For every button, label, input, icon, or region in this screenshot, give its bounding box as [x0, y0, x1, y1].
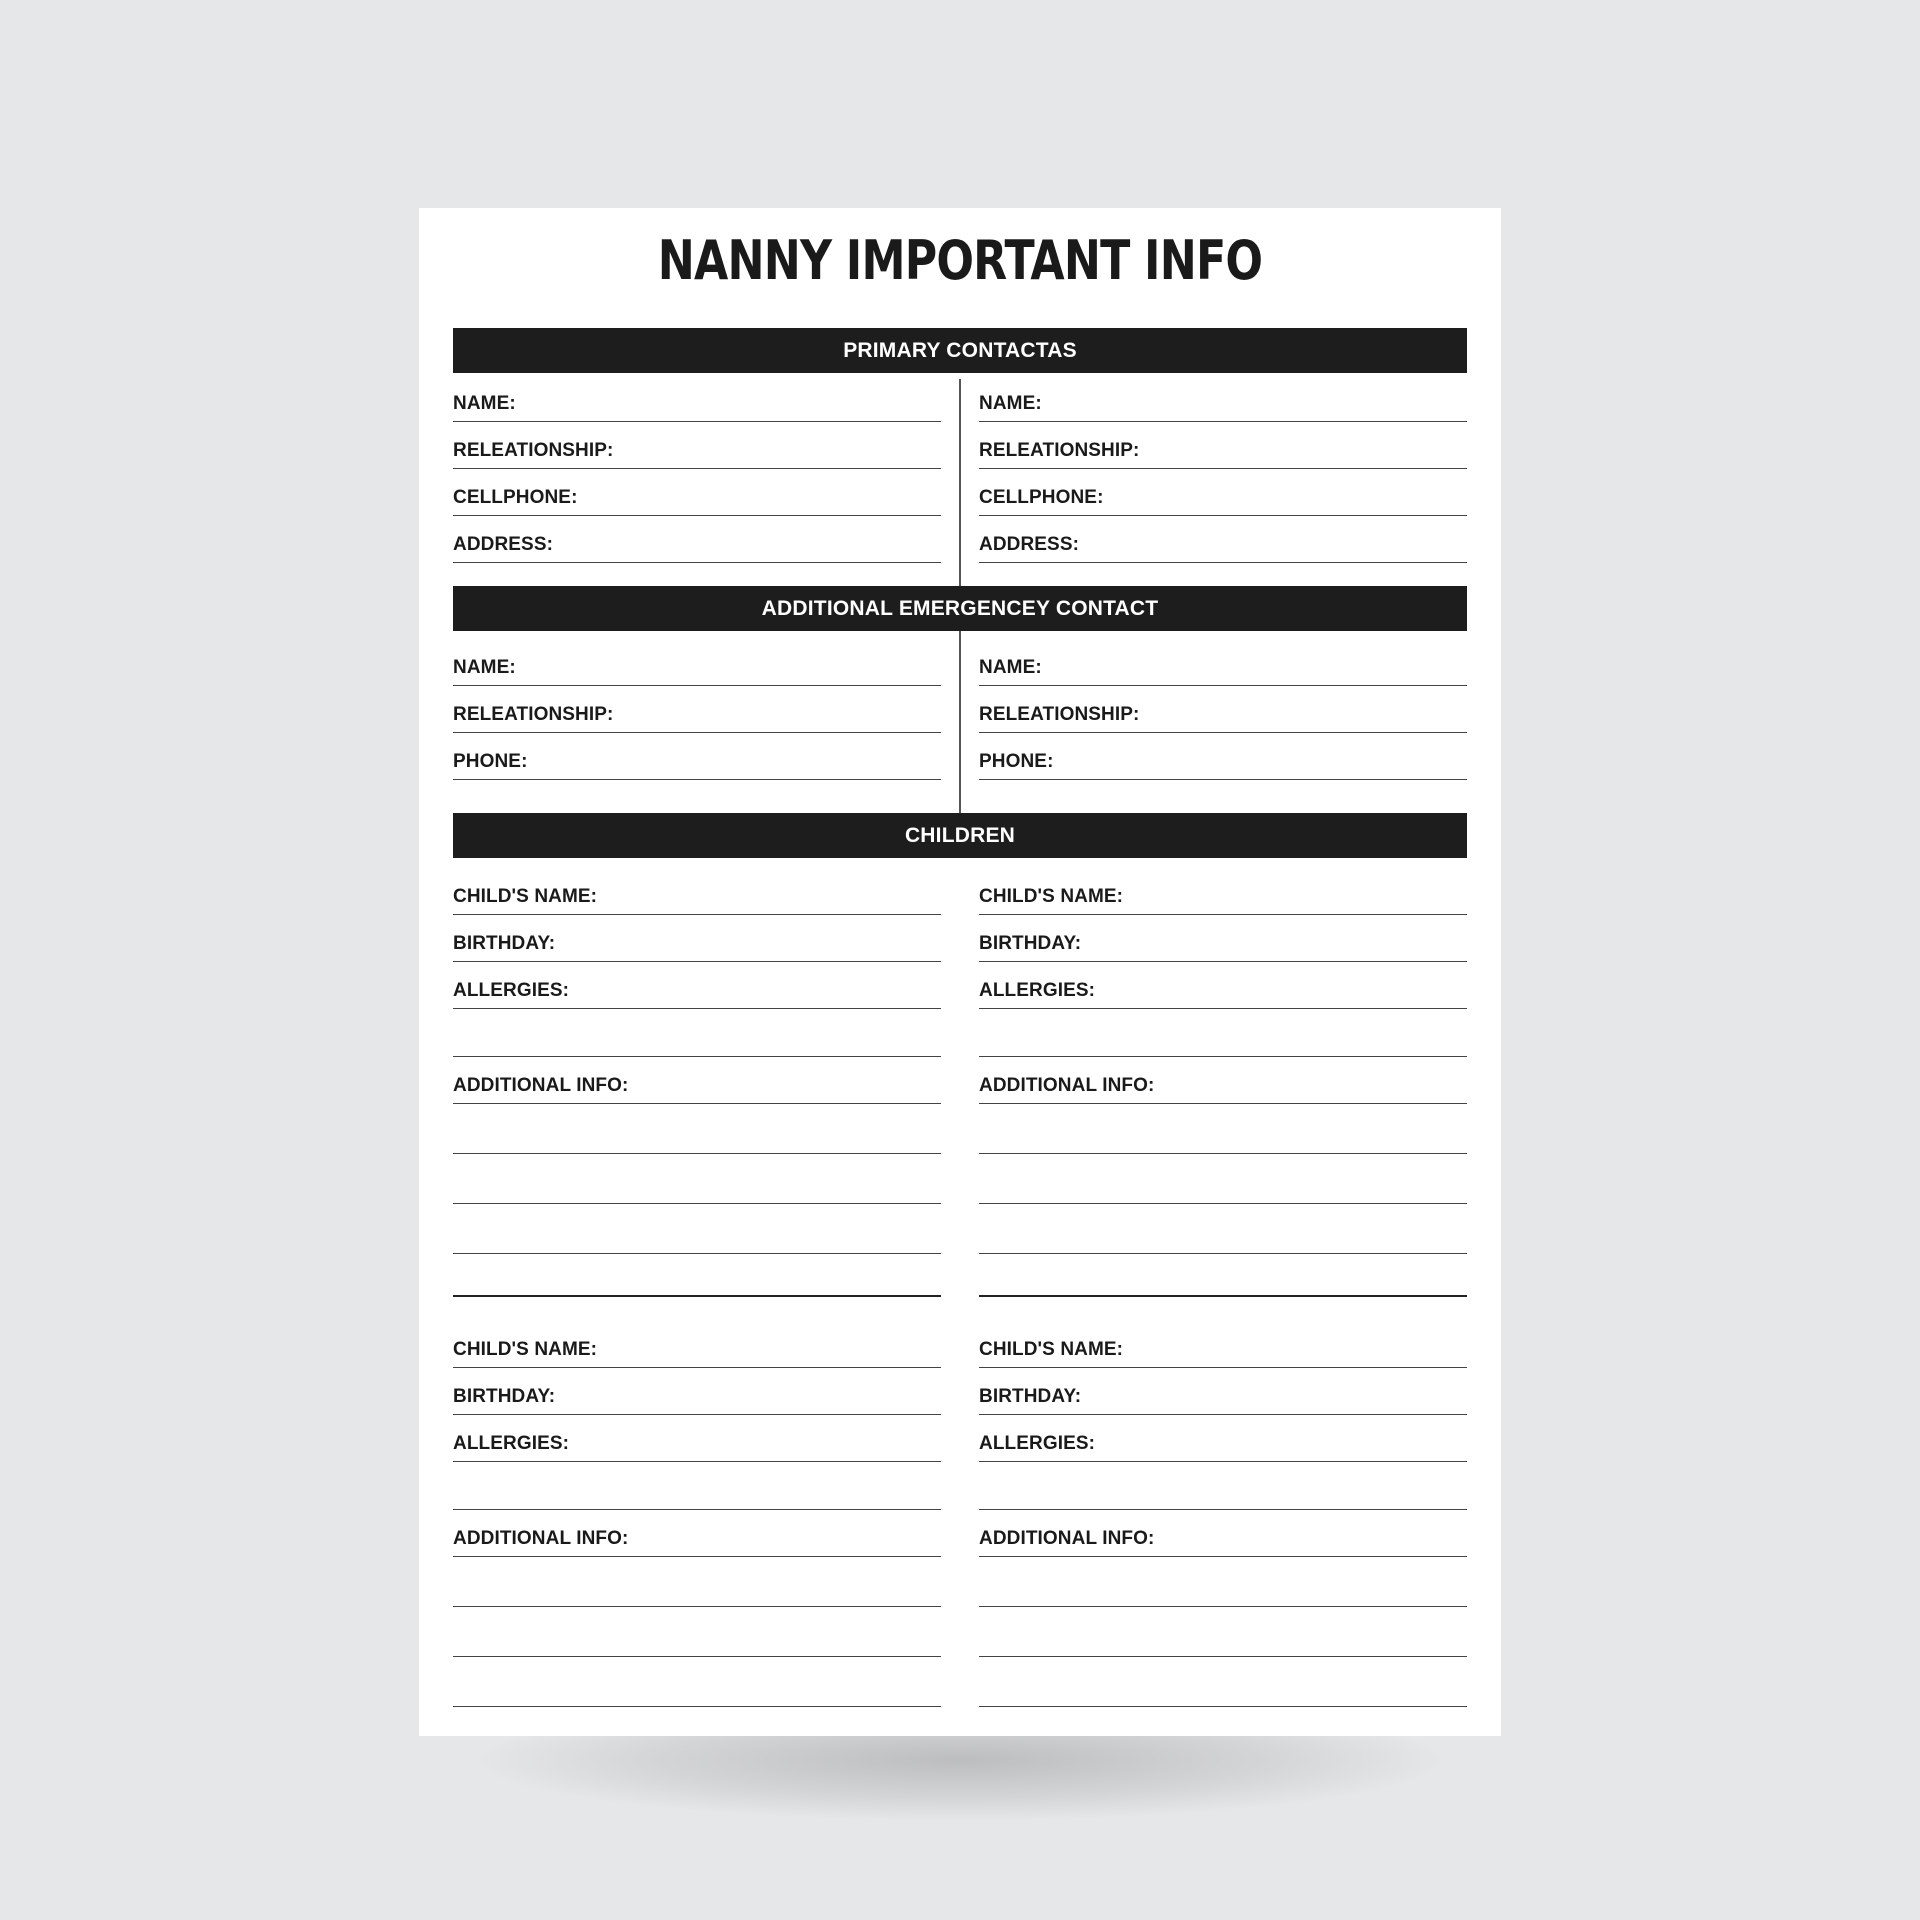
- child-2-allergies-line[interactable]: [979, 1009, 1467, 1057]
- child-2: [979, 868, 1467, 1297]
- primary-contact-2: [979, 375, 1467, 563]
- field-label: RELEATIONSHIP:: [979, 440, 1140, 461]
- page-title: NANNY IMPORTANT INFO: [657, 229, 1263, 292]
- child-1-info-line[interactable]: [453, 1104, 941, 1154]
- child-3: [453, 1321, 941, 1707]
- child-3-name-field[interactable]: [453, 1321, 941, 1368]
- child-1-allergies-line[interactable]: [453, 1009, 941, 1057]
- child-3-birthday-field[interactable]: [453, 1368, 941, 1415]
- field-label: PHONE:: [979, 751, 1054, 772]
- child-4-allergies-line[interactable]: [979, 1462, 1467, 1510]
- child-1-name-field[interactable]: [453, 868, 941, 915]
- children-header: CHILDREN: [453, 813, 1467, 858]
- child-2-info-line[interactable]: [979, 1154, 1467, 1204]
- primary-1-address-field[interactable]: [453, 516, 941, 563]
- primary-contact-1: [453, 375, 941, 563]
- field-label: ALLERGIES:: [453, 1433, 570, 1454]
- child-4-info-line[interactable]: [979, 1607, 1467, 1657]
- child-4-info-line[interactable]: [979, 1657, 1467, 1707]
- child-2-name-field[interactable]: [979, 868, 1467, 915]
- child-2-info-line[interactable]: [979, 1254, 1467, 1297]
- field-label: CELLPHONE:: [979, 487, 1104, 508]
- field-label: NAME:: [979, 657, 1042, 678]
- emergency-2-relationship-field[interactable]: [979, 686, 1467, 733]
- child-2-info-field[interactable]: [979, 1057, 1467, 1104]
- field-label: RELEATIONSHIP:: [979, 704, 1140, 725]
- emergency-2-name-field[interactable]: [979, 639, 1467, 686]
- child-1-info-line[interactable]: [453, 1254, 941, 1297]
- child-3-info-line[interactable]: [453, 1557, 941, 1607]
- field-label: CHILD'S NAME:: [979, 1339, 1124, 1360]
- emergency-1-name-field[interactable]: [453, 639, 941, 686]
- emergency-1-relationship-field[interactable]: [453, 686, 941, 733]
- field-label: NAME:: [453, 657, 516, 678]
- child-1: [453, 868, 941, 1297]
- field-label: ADDRESS:: [453, 534, 554, 555]
- child-4-name-field[interactable]: [979, 1321, 1467, 1368]
- primary-contacts-header: PRIMARY CONTACTAS: [453, 328, 1467, 373]
- child-4-birthday-field[interactable]: [979, 1368, 1467, 1415]
- field-label: ADDRESS:: [979, 534, 1080, 555]
- field-label: BIRTHDAY:: [453, 1386, 556, 1407]
- emergency-2-phone-field[interactable]: [979, 733, 1467, 780]
- field-label: ADDITIONAL INFO:: [979, 1528, 1155, 1549]
- child-3-info-line[interactable]: [453, 1607, 941, 1657]
- primary-2-address-field[interactable]: [979, 516, 1467, 563]
- child-1-info-field[interactable]: [453, 1057, 941, 1104]
- primary-2-name-field[interactable]: [979, 375, 1467, 422]
- child-1-birthday-field[interactable]: [453, 915, 941, 962]
- child-3-allergies-field[interactable]: [453, 1415, 941, 1462]
- child-1-info-line[interactable]: [453, 1154, 941, 1204]
- emergency-contact-header: ADDITIONAL EMERGENCEY CONTACT: [453, 586, 1467, 631]
- field-label: PHONE:: [453, 751, 528, 772]
- field-label: RELEATIONSHIP:: [453, 440, 614, 461]
- emergency-contact-1: [453, 639, 941, 780]
- child-3-allergies-line[interactable]: [453, 1462, 941, 1510]
- child-2-info-line[interactable]: [979, 1204, 1467, 1254]
- emergency-contact-2: [979, 639, 1467, 780]
- field-label: CHILD'S NAME:: [453, 1339, 598, 1360]
- field-label: CELLPHONE:: [453, 487, 578, 508]
- primary-1-relationship-field[interactable]: [453, 422, 941, 469]
- child-2-allergies-field[interactable]: [979, 962, 1467, 1009]
- emergency-column-divider: [959, 631, 961, 821]
- emergency-1-phone-field[interactable]: [453, 733, 941, 780]
- primary-column-divider: [959, 379, 961, 591]
- field-label: ADDITIONAL INFO:: [453, 1528, 629, 1549]
- primary-2-cellphone-field[interactable]: [979, 469, 1467, 516]
- field-label: CHILD'S NAME:: [979, 886, 1124, 907]
- field-label: BIRTHDAY:: [979, 1386, 1082, 1407]
- form-page: [419, 208, 1501, 1736]
- field-label: NAME:: [979, 393, 1042, 414]
- field-label: ALLERGIES:: [453, 980, 570, 1001]
- primary-1-name-field[interactable]: [453, 375, 941, 422]
- child-4-allergies-field[interactable]: [979, 1415, 1467, 1462]
- field-label: BIRTHDAY:: [979, 933, 1082, 954]
- child-3-info-field[interactable]: [453, 1510, 941, 1557]
- primary-2-relationship-field[interactable]: [979, 422, 1467, 469]
- field-label: RELEATIONSHIP:: [453, 704, 614, 725]
- child-4-info-field[interactable]: [979, 1510, 1467, 1557]
- primary-1-cellphone-field[interactable]: [453, 469, 941, 516]
- child-1-info-line[interactable]: [453, 1204, 941, 1254]
- field-label: BIRTHDAY:: [453, 933, 556, 954]
- field-label: NAME:: [453, 393, 516, 414]
- field-label: ALLERGIES:: [979, 1433, 1096, 1454]
- child-4: [979, 1321, 1467, 1707]
- field-label: ADDITIONAL INFO:: [453, 1075, 629, 1096]
- child-1-allergies-field[interactable]: [453, 962, 941, 1009]
- child-4-info-line[interactable]: [979, 1557, 1467, 1607]
- child-2-birthday-field[interactable]: [979, 915, 1467, 962]
- field-label: ALLERGIES:: [979, 980, 1096, 1001]
- child-3-info-line[interactable]: [453, 1657, 941, 1707]
- field-label: CHILD'S NAME:: [453, 886, 598, 907]
- field-label: ADDITIONAL INFO:: [979, 1075, 1155, 1096]
- child-2-info-line[interactable]: [979, 1104, 1467, 1154]
